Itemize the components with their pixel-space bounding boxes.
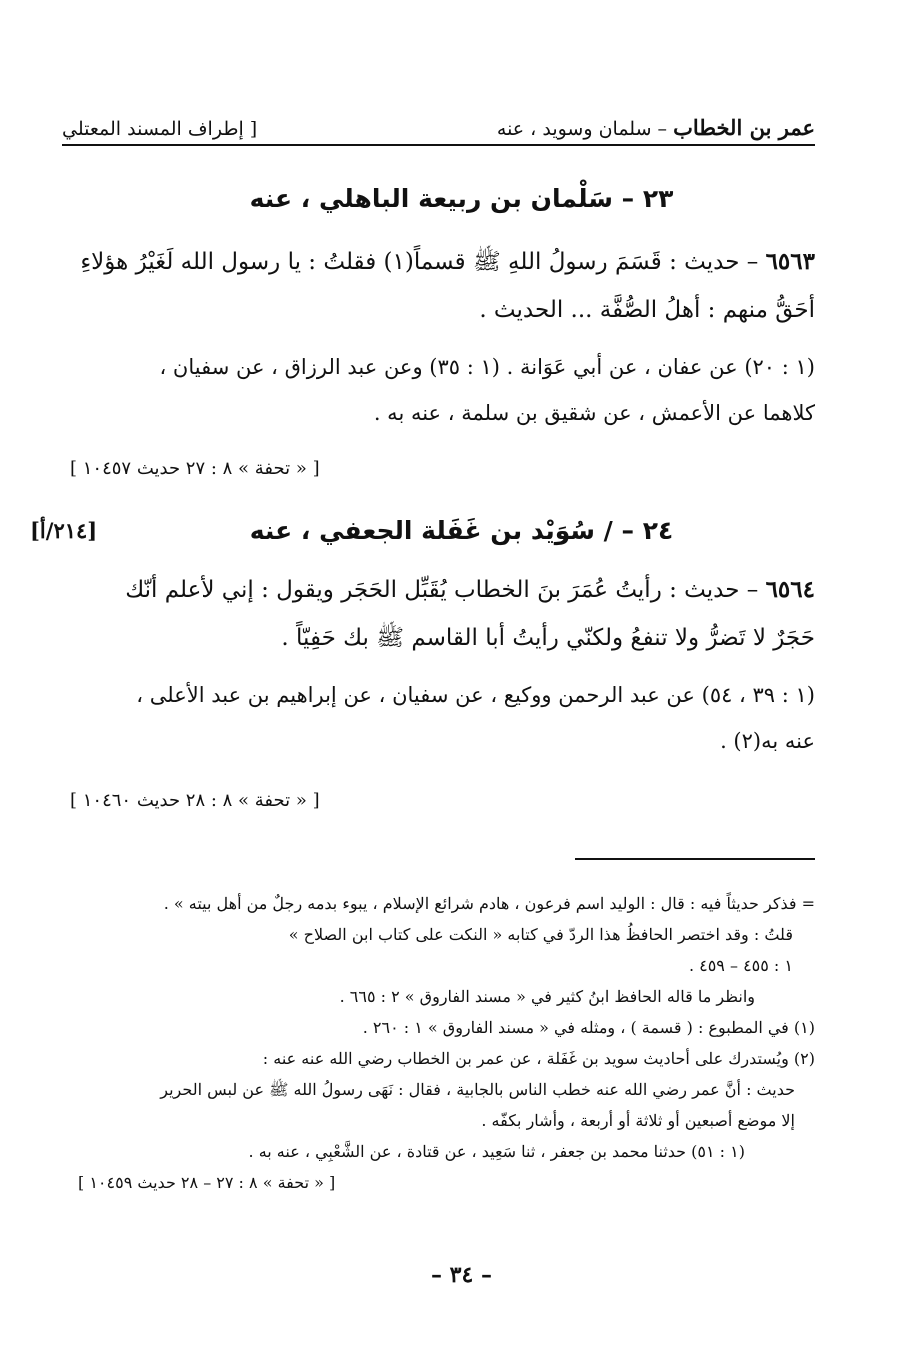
footnote-2-tuhfa: [ « تحفة » ٨ : ٢٧ – ٢٨ حديث ١٠٤٥٩ ] xyxy=(78,1173,336,1192)
isnad-line: كلاهما عن الأعمش ، عن شقيق بن سلمة ، عنه به . xyxy=(373,401,815,425)
hadith-line: حَجَرٌ لا تَضرُّ ولا تنفعُ ولكنّي رأيتُ أبا القاسم ﷺ بك حَفِيّاً . xyxy=(281,625,815,651)
tuhfa-reference: [ « تحفة » ٨ : ٢٨ حديث ١٠٤٦٠ ] xyxy=(70,790,320,811)
footnote-1: (١) في المطبوع : ( قسمة ) ، ومثله في « مسند الفاروق » ١ : ٢٦٠ . xyxy=(362,1018,815,1037)
footnote-continuation: = فذكر حديثاً فيه : قال : الوليد اسم فرعون ، هادم شرائع الإسلام ، يبوء بدمه رجلٌ من أهل بيته » . xyxy=(163,894,815,913)
footnote-continuation: ١ : ٤٥٥ – ٤٥٩ . xyxy=(688,956,793,975)
section-heading-23: ٢٣ – سَلْمان بن ربيعة الباهلي ، عنه xyxy=(249,184,674,213)
footnote-2-hadith: حديث : أنَّ عمر رضي الله عنه خطب الناس بالجابية ، فقال : نَهَى رسولُ الله ﷺ عن لبس الحرير xyxy=(160,1080,795,1099)
footnotes xyxy=(70,888,815,1198)
footnote-continuation: قلتُ : وقد اختصر الحافظُ هذا الردّ في كتابه « النكت على كتاب ابن الصلاح » xyxy=(288,925,793,944)
footnote-separator xyxy=(575,858,815,860)
manuscript-folio-ref: [٢١٤/أ] xyxy=(30,518,98,543)
footnote-continuation: وانظر ما قاله الحافظ ابنُ كثير في « مسند الفاروق » ٢ : ٦٦٥ . xyxy=(339,987,755,1006)
section-heading-24: ٢٤ – / سُوَيْد بن غَفَلة الجعفي ، عنه xyxy=(249,516,674,545)
hadith-6564 xyxy=(65,566,815,662)
page-number: – ٣٤ – xyxy=(431,1262,492,1288)
isnad-line: (١ : ٢٠) عن عفان ، عن أبي عَوَانة . (١ : ٣٥) وعن عبد الرزاق ، عن سفيان ، xyxy=(159,355,815,379)
isnad-6563 xyxy=(65,344,815,436)
hadith-6563 xyxy=(65,238,815,334)
hadith-line xyxy=(65,238,815,286)
hadith-line: أحَقُّ منهم : أهلُ الصُّفَّة ... الحديث . xyxy=(479,297,815,323)
hadith-number: ٦٥٦٣ xyxy=(765,248,815,275)
hadith-number: ٦٥٦٤ xyxy=(765,576,815,603)
isnad-6564 xyxy=(65,672,815,764)
isnad-line: عنه به(٢) . xyxy=(720,729,815,753)
hadith-text: – حديث : رأيتُ عُمَرَ بنَ الخطاب يُقَبِّل الحَجَر ويقول : إني لأعلم أنّك xyxy=(125,577,759,603)
footnote-2-hadith: إلا موضع أصبعين أو ثلاثة أو أربعة ، وأشار بكفّه . xyxy=(481,1111,795,1130)
header-right xyxy=(497,115,815,140)
hadith-line xyxy=(65,566,815,614)
header-title: عمر بن الخطاب xyxy=(673,115,815,140)
tuhfa-reference: [ « تحفة » ٨ : ٢٧ حديث ١٠٤٥٧ ] xyxy=(70,458,320,479)
running-header xyxy=(62,106,815,146)
header-subtitle: – سلمان وسويد ، عنه xyxy=(496,118,668,140)
header-book-title: [ إطراف المسند المعتلي xyxy=(62,118,258,140)
isnad-line: (١ : ٣٩ ، ٥٤) عن عبد الرحمن ووكيع ، عن سفيان ، عن إبراهيم بن عبد الأعلى ، xyxy=(136,683,815,707)
footnote-2: (٢) ويُستدرك على أحاديث سويد بن غَفَلة ، عن عمر بن الخطاب رضي الله عنه عنه : xyxy=(262,1049,815,1068)
hadith-text: – حديث : قَسَمَ رسولُ اللهِ ﷺ قسماً(١) فقلتُ : يا رسول الله لَغَيْرُ هؤلاءِ xyxy=(80,249,759,275)
footnote-2-isnad: (١ : ٥١) حدثنا محمد بن جعفر ، ثنا سَعِيد ، عن قتادة ، عن الشَّعْبِي ، عنه به . xyxy=(248,1142,745,1161)
